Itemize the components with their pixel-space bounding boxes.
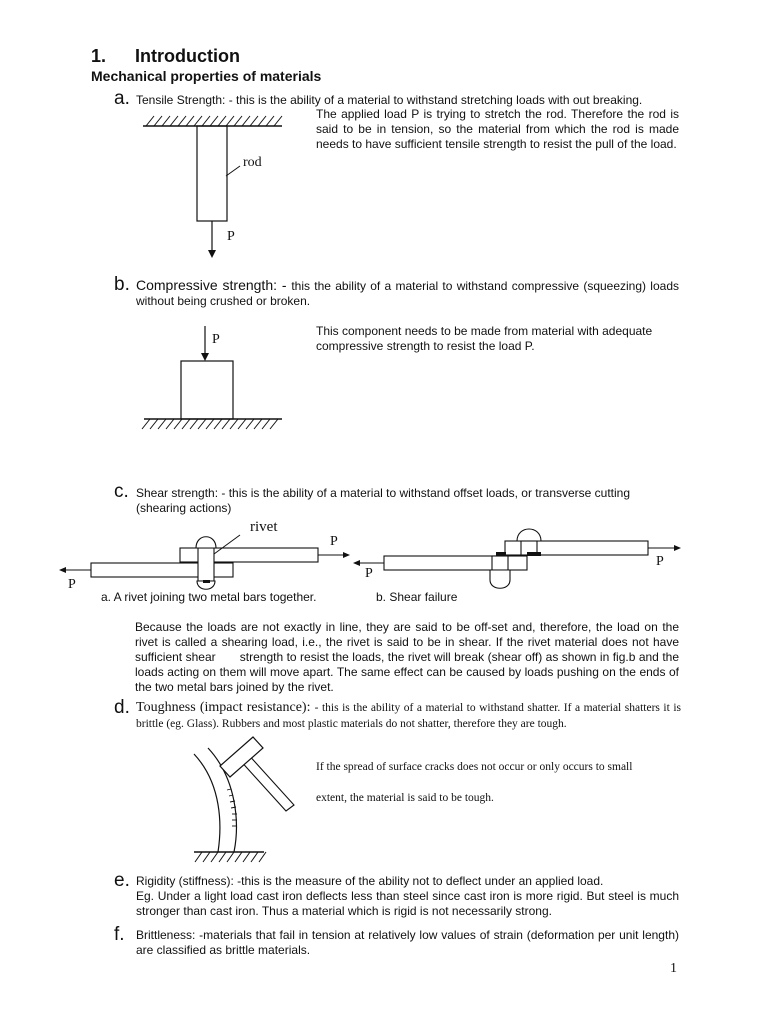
toughness-side-line2: extent, the material is said to be tough.	[316, 792, 494, 804]
item-letter-b: b.	[114, 274, 130, 295]
rivet-label: rivet	[250, 519, 278, 535]
compressive-description: this the ability of a material to withstand compressive (squeezing) loads without being crushed or broken.	[136, 279, 679, 308]
section-number: 1.	[91, 46, 107, 66]
compressive-load-label: P	[212, 332, 220, 347]
tensile-side-text: The applied load P is trying to stretch the rod. Therefore the rod is said to be in tension, so the material from which the rod is made needs to have sufficient tensile strength to resist the pull of the load.	[316, 107, 679, 151]
toughness-title: Toughness (impact resistance):	[136, 700, 315, 715]
shear-b-load-right: P	[656, 554, 664, 569]
shear-a-load-left: P	[68, 577, 76, 592]
item-letter-f: f.	[114, 924, 125, 945]
tensile-load-label: P	[227, 229, 235, 244]
subheading: Mechanical properties of materials	[91, 68, 322, 84]
item-letter-e: e.	[114, 870, 130, 891]
page-title: Introduction	[135, 46, 240, 66]
shear-paragraph: Because the loads are not exactly in line, they are said to be off-set and, therefore, the load on the rivet is called a shearing load, i.e., the rivet is said to be in shear. If the rivet material does not have sufficient shear strength to resist the loads, the rivet will break (shear off) as shown in fig.b and the loads acting on them will move apart. The same effect can be caused by loads pushing on the ends of the two metal bars joined by the rivet.	[135, 620, 683, 694]
item-letter-a: a.	[114, 88, 130, 109]
shear-title: Shear strength: - this is the ability of a material to withstand offset loads, or transverse cutting (shearing actions)	[136, 486, 631, 515]
brittleness-text: Brittleness: -materials that fail in tension at relatively low values of strain (deformation per unit length) are classified as brittle materials.	[136, 928, 679, 957]
rigidity-line2: Eg. Under a light load cast iron deflects less than steel since cast iron is more rigid. But steel is much stronger than cast iron. Thus a material which is rigid is not necessarily strong.	[136, 889, 679, 918]
rod-label: rod	[243, 155, 262, 170]
toughness-side-line1: If the spread of surface cracks does not occur or only occurs to small	[316, 761, 633, 773]
tensile-title: Tensile Strength: - this is the ability of a material to withstand stretching loads with out breaking.	[136, 93, 643, 107]
shear-a-load-right: P	[330, 534, 338, 549]
rigidity-line1: Rigidity (stiffness): -this is the measure of the ability not to deflect under an applied load.	[136, 874, 604, 888]
compressive-title: Compressive strength: -	[136, 277, 292, 293]
toughness-description: - this is the ability of a material to withstand shatter. If a material shatters it is brittle (eg. Glass). Rubbers and most plastic materials do not shatter, therefore they are tough.	[136, 702, 681, 730]
caption-b: b. Shear failure	[376, 590, 458, 604]
item-letter-d: d.	[114, 697, 130, 718]
compressive-side-text: This component needs to be made from material with adequate compressive strength to resist the load P.	[316, 324, 653, 353]
caption-a: a. A rivet joining two metal bars together.	[101, 590, 317, 604]
item-letter-c: c.	[114, 481, 129, 502]
shear-b-load-left: P	[365, 566, 373, 581]
page-number: 1	[670, 961, 677, 976]
